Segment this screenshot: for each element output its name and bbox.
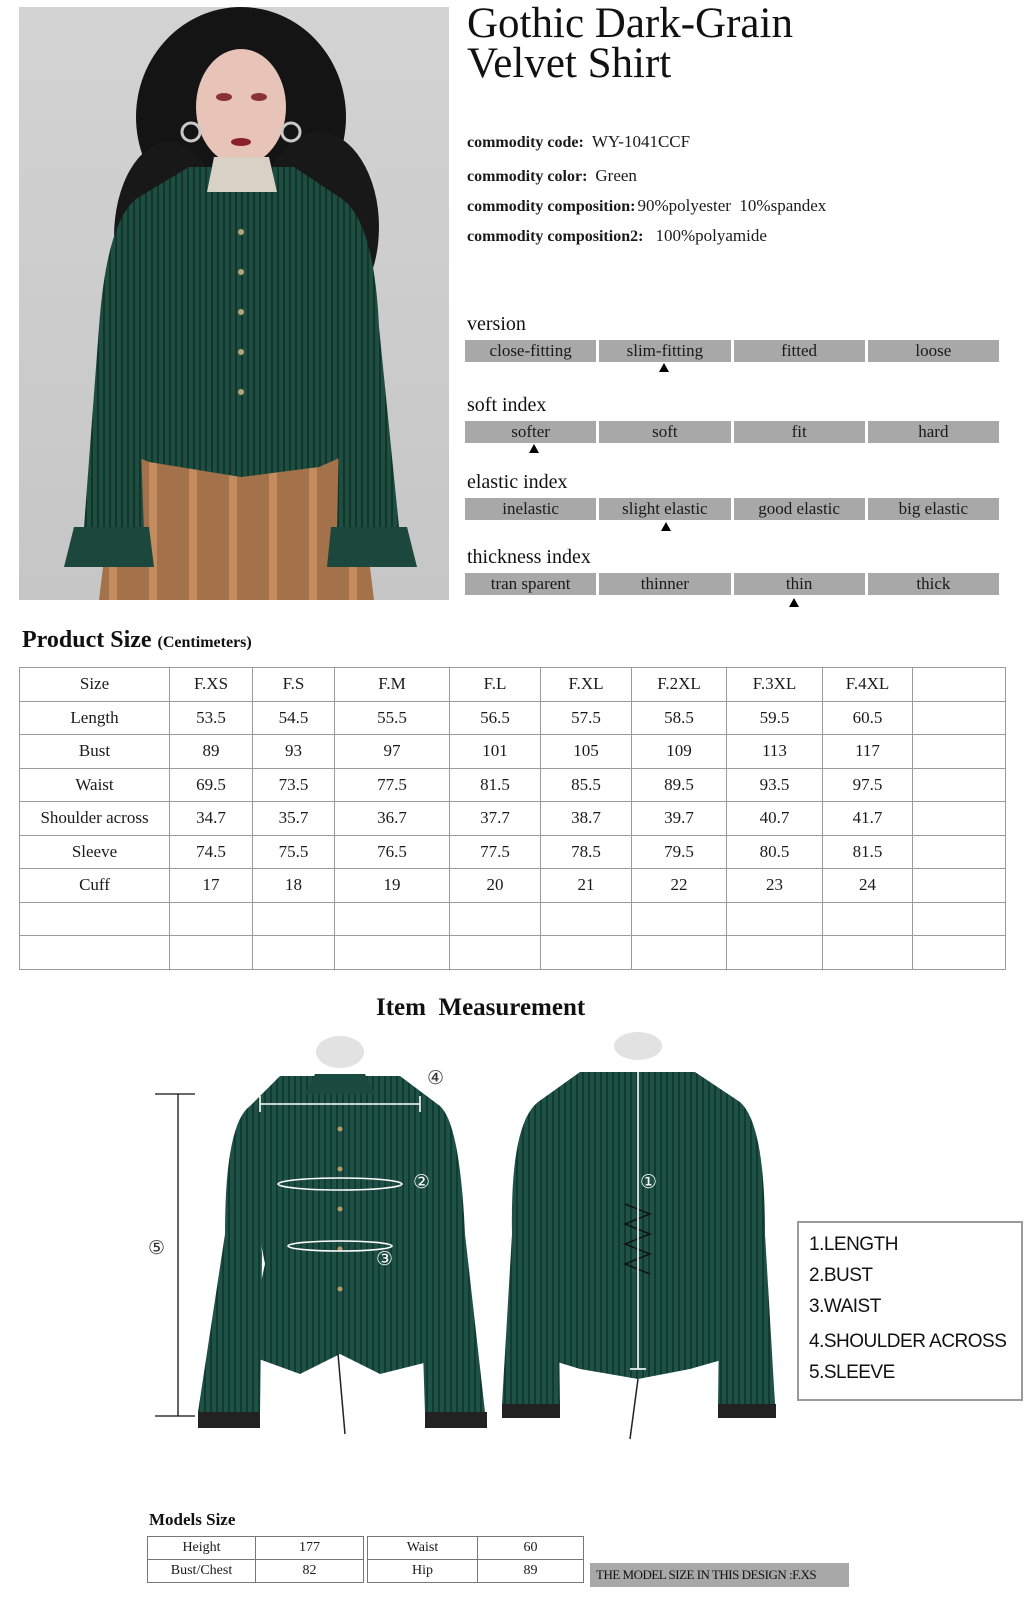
elastic-selected-marker bbox=[661, 522, 671, 531]
size-header-cell: F.S bbox=[253, 668, 335, 702]
size-cell bbox=[632, 902, 727, 936]
size-row-label: Cuff bbox=[20, 869, 170, 903]
size-cell: 78.5 bbox=[541, 835, 632, 869]
table-cell: Height bbox=[148, 1537, 256, 1560]
size-cell: 17 bbox=[170, 869, 253, 903]
table-cell: Hip bbox=[368, 1560, 478, 1583]
mark-5: ⑤ bbox=[148, 1237, 166, 1259]
size-cell: 54.5 bbox=[253, 701, 335, 735]
size-header-cell: F.4XL bbox=[823, 668, 913, 702]
spec-commodity-composition2 bbox=[467, 226, 767, 246]
shirt-back bbox=[502, 1032, 776, 1439]
table-cell: 177 bbox=[256, 1537, 364, 1560]
size-table-row bbox=[20, 802, 1006, 836]
thickness-index-title: thickness index bbox=[467, 546, 591, 568]
size-cell: 75.5 bbox=[253, 835, 335, 869]
table-row bbox=[148, 1537, 364, 1560]
size-cell: 85.5 bbox=[541, 768, 632, 802]
size-cell bbox=[913, 835, 1006, 869]
version-selected-marker bbox=[659, 363, 669, 372]
shirt-diagram bbox=[150, 1034, 800, 1474]
size-cell: 69.5 bbox=[170, 768, 253, 802]
size-table-header-row bbox=[20, 668, 1006, 702]
legend-item: 2.BUST bbox=[809, 1265, 873, 1286]
size-header-cell: F.XL bbox=[541, 668, 632, 702]
spec-label: commodity code: bbox=[467, 134, 584, 151]
size-cell bbox=[541, 936, 632, 970]
spec-label: commodity composition: bbox=[467, 198, 636, 215]
size-header-cell bbox=[913, 668, 1006, 702]
index-option: loose bbox=[868, 340, 999, 362]
size-header-cell: Size bbox=[20, 668, 170, 702]
version-index-bar bbox=[465, 340, 999, 362]
size-cell bbox=[170, 902, 253, 936]
size-cell: 76.5 bbox=[335, 835, 450, 869]
spec-value: 90%polyester 10%spandex bbox=[637, 196, 827, 215]
size-row-label: Sleeve bbox=[20, 835, 170, 869]
size-cell bbox=[335, 936, 450, 970]
index-option: soft bbox=[599, 421, 730, 443]
table-cell: 82 bbox=[256, 1560, 364, 1583]
elastic-index-title: elastic index bbox=[467, 471, 568, 493]
legend-item: 1.LENGTH bbox=[809, 1234, 898, 1255]
spec-label: commodity color: bbox=[467, 168, 588, 185]
legend-item: 3.WAIST bbox=[809, 1296, 881, 1317]
size-cell bbox=[170, 936, 253, 970]
size-cell: 38.7 bbox=[541, 802, 632, 836]
size-cell: 21 bbox=[541, 869, 632, 903]
models-size-title: Models Size bbox=[149, 1510, 236, 1529]
size-cell bbox=[823, 936, 913, 970]
size-cell: 81.5 bbox=[823, 835, 913, 869]
model-size-note: THE MODEL SIZE IN THIS DESIGN :F.XS bbox=[590, 1563, 849, 1587]
index-option: slight elastic bbox=[599, 498, 730, 520]
size-cell: 117 bbox=[823, 735, 913, 769]
version-index-title: version bbox=[467, 313, 526, 335]
legend-item: 5.SLEEVE bbox=[809, 1362, 895, 1383]
size-cell bbox=[913, 802, 1006, 836]
soft-selected-marker bbox=[529, 444, 539, 453]
models-size-table-right bbox=[367, 1536, 584, 1583]
size-cell bbox=[632, 936, 727, 970]
size-cell bbox=[541, 902, 632, 936]
index-option: thin bbox=[734, 573, 865, 595]
size-cell: 77.5 bbox=[450, 835, 541, 869]
size-cell: 24 bbox=[823, 869, 913, 903]
table-cell: 89 bbox=[478, 1560, 584, 1583]
spec-commodity-composition bbox=[467, 196, 826, 216]
table-cell: Waist bbox=[368, 1537, 478, 1560]
size-table-row bbox=[20, 835, 1006, 869]
size-cell: 18 bbox=[253, 869, 335, 903]
size-cell: 56.5 bbox=[450, 701, 541, 735]
model-photo-illustration bbox=[19, 7, 449, 600]
size-cell bbox=[823, 902, 913, 936]
size-cell: 37.7 bbox=[450, 802, 541, 836]
size-cell: 19 bbox=[335, 869, 450, 903]
index-option: fitted bbox=[734, 340, 865, 362]
product-size-unit: (Centimeters) bbox=[157, 634, 252, 651]
table-cell: Bust/Chest bbox=[148, 1560, 256, 1583]
size-cell: 93 bbox=[253, 735, 335, 769]
size-row-label bbox=[20, 902, 170, 936]
size-cell: 34.7 bbox=[170, 802, 253, 836]
size-cell bbox=[913, 768, 1006, 802]
index-option: tran sparent bbox=[465, 573, 596, 595]
index-option: good elastic bbox=[734, 498, 865, 520]
size-header-cell: F.L bbox=[450, 668, 541, 702]
mark-1: ① bbox=[640, 1171, 658, 1193]
soft-index-title: soft index bbox=[467, 394, 547, 416]
size-cell: 97.5 bbox=[823, 768, 913, 802]
size-cell: 41.7 bbox=[823, 802, 913, 836]
size-cell: 36.7 bbox=[335, 802, 450, 836]
index-option: slim-fitting bbox=[599, 340, 730, 362]
size-cell: 40.7 bbox=[727, 802, 823, 836]
size-table-row bbox=[20, 869, 1006, 903]
size-cell: 35.7 bbox=[253, 802, 335, 836]
size-cell bbox=[913, 869, 1006, 903]
mark-4: ④ bbox=[427, 1067, 445, 1089]
thickness-selected-marker bbox=[789, 598, 799, 607]
size-cell: 74.5 bbox=[170, 835, 253, 869]
size-cell: 22 bbox=[632, 869, 727, 903]
product-photo bbox=[19, 7, 449, 600]
size-cell bbox=[913, 735, 1006, 769]
legend-item: 4.SHOULDER ACROSS bbox=[809, 1331, 1007, 1352]
size-cell: 55.5 bbox=[335, 701, 450, 735]
size-cell: 97 bbox=[335, 735, 450, 769]
models-size-table-left bbox=[147, 1536, 364, 1583]
spec-value: WY-1041CCF bbox=[591, 132, 691, 151]
size-cell: 113 bbox=[727, 735, 823, 769]
size-cell bbox=[727, 902, 823, 936]
size-cell: 89.5 bbox=[632, 768, 727, 802]
size-table-row bbox=[20, 902, 1006, 936]
index-option: close-fitting bbox=[465, 340, 596, 362]
size-cell bbox=[253, 936, 335, 970]
size-row-label: Shoulder across bbox=[20, 802, 170, 836]
item-measurement-title: Item Measurement bbox=[376, 994, 586, 1021]
size-cell: 60.5 bbox=[823, 701, 913, 735]
size-header-cell: F.M bbox=[335, 668, 450, 702]
size-cell: 93.5 bbox=[727, 768, 823, 802]
mark-3: ③ bbox=[376, 1248, 394, 1270]
spec-commodity-color bbox=[467, 166, 637, 186]
size-cell: 53.5 bbox=[170, 701, 253, 735]
size-cell: 101 bbox=[450, 735, 541, 769]
mark-2: ② bbox=[413, 1171, 431, 1193]
thickness-index-bar bbox=[465, 573, 999, 595]
size-cell: 80.5 bbox=[727, 835, 823, 869]
size-cell: 59.5 bbox=[727, 701, 823, 735]
size-cell: 20 bbox=[450, 869, 541, 903]
product-title-line2: Velvet Shirt bbox=[467, 40, 672, 87]
product-title-line1: Gothic Dark-Grain bbox=[467, 0, 793, 47]
index-option: hard bbox=[868, 421, 999, 443]
shirt-front bbox=[198, 1036, 487, 1434]
table-row bbox=[368, 1560, 584, 1583]
size-cell: 105 bbox=[541, 735, 632, 769]
size-cell bbox=[335, 902, 450, 936]
table-row bbox=[148, 1560, 364, 1583]
size-cell: 57.5 bbox=[541, 701, 632, 735]
spec-value: Green bbox=[595, 166, 637, 185]
index-option: thick bbox=[868, 573, 999, 595]
size-cell bbox=[253, 902, 335, 936]
elastic-index-bar bbox=[465, 498, 999, 520]
index-option: thinner bbox=[599, 573, 730, 595]
size-row-label: Length bbox=[20, 701, 170, 735]
size-row-label: Waist bbox=[20, 768, 170, 802]
table-row bbox=[368, 1537, 584, 1560]
size-table-row bbox=[20, 735, 1006, 769]
table-cell: 60 bbox=[478, 1537, 584, 1560]
product-title bbox=[467, 0, 1007, 87]
product-size-heading: Product Size bbox=[22, 627, 152, 653]
size-row-label: Bust bbox=[20, 735, 170, 769]
size-table-row bbox=[20, 701, 1006, 735]
size-cell: 58.5 bbox=[632, 701, 727, 735]
index-option: big elastic bbox=[868, 498, 999, 520]
spec-label: commodity composition2: bbox=[467, 228, 644, 245]
size-header-cell: F.XS bbox=[170, 668, 253, 702]
index-option: softer bbox=[465, 421, 596, 443]
product-size-title bbox=[22, 627, 252, 654]
index-option: fit bbox=[734, 421, 865, 443]
size-cell: 23 bbox=[727, 869, 823, 903]
spec-commodity-code bbox=[467, 132, 690, 152]
size-header-cell: F.2XL bbox=[632, 668, 727, 702]
size-cell: 109 bbox=[632, 735, 727, 769]
size-cell: 77.5 bbox=[335, 768, 450, 802]
size-cell bbox=[450, 902, 541, 936]
size-cell: 79.5 bbox=[632, 835, 727, 869]
measurement-diagram bbox=[150, 1034, 800, 1474]
size-cell: 39.7 bbox=[632, 802, 727, 836]
size-cell bbox=[913, 902, 1006, 936]
size-cell bbox=[727, 936, 823, 970]
size-cell: 89 bbox=[170, 735, 253, 769]
size-row-label bbox=[20, 936, 170, 970]
product-size-table bbox=[19, 667, 1006, 970]
size-table-row bbox=[20, 768, 1006, 802]
soft-index-bar bbox=[465, 421, 999, 443]
index-option: inelastic bbox=[465, 498, 596, 520]
size-cell: 81.5 bbox=[450, 768, 541, 802]
size-cell bbox=[913, 936, 1006, 970]
spec-value: 100%polyamide bbox=[655, 226, 767, 245]
measurement-legend bbox=[797, 1221, 1023, 1401]
size-table-row bbox=[20, 936, 1006, 970]
size-cell bbox=[913, 701, 1006, 735]
size-header-cell: F.3XL bbox=[727, 668, 823, 702]
size-cell bbox=[450, 936, 541, 970]
size-cell: 73.5 bbox=[253, 768, 335, 802]
